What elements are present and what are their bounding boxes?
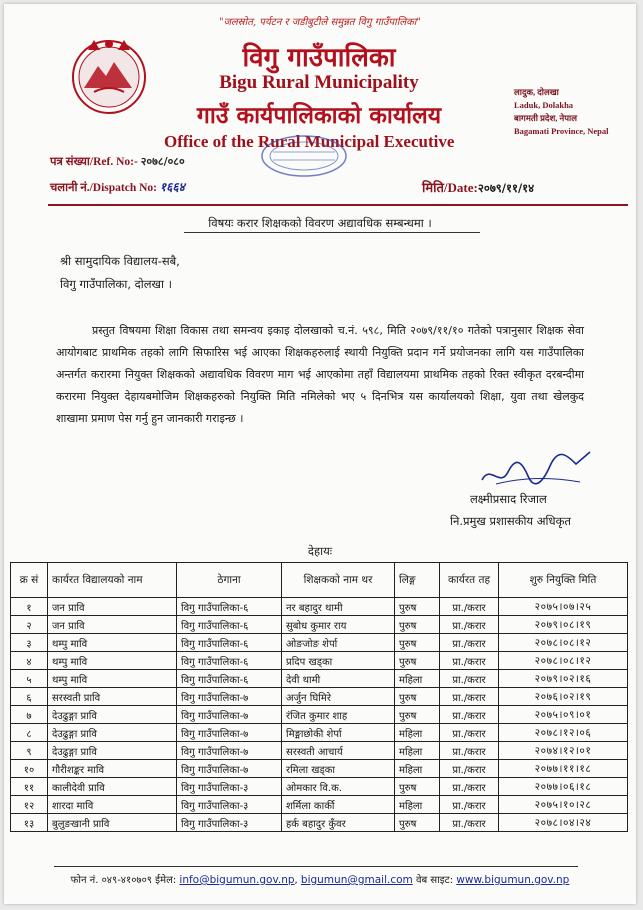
handwritten-signature-icon (476, 444, 596, 492)
date-label: मिति/Date: (422, 180, 478, 195)
appointment-date-cell: २०७८।०८।१२ (499, 652, 628, 670)
letter-date (422, 178, 534, 196)
footer-email-link[interactable]: bigumun@gmail.com (300, 874, 413, 886)
teacher-roster-table (10, 562, 628, 832)
table-row (11, 742, 628, 760)
school-cell: थम्पु मावि (48, 634, 177, 652)
teacher-name-cell: रमिला खड्का (282, 760, 395, 778)
slogan: "जलस्रोत, पर्यटन र जडीबुटीले समुन्नत विगु गाउँपालिका" (219, 17, 421, 28)
gender-cell: पुरुष (395, 598, 440, 616)
serial-cell: ६ (11, 688, 48, 706)
gender-cell: पुरुष (395, 814, 440, 832)
appointment-date-cell: २०७५।०७।२५ (499, 598, 628, 616)
school-cell: थम्पु मावि (48, 652, 177, 670)
col-appointment-date: शुरु नियुक्ति मिति (499, 563, 628, 598)
table-row (11, 814, 628, 832)
annex-label: देहायः (307, 544, 333, 558)
teacher-name-cell: सरस्वती आचार्य (282, 742, 395, 760)
appointment-date-cell: २०७४।१२।०१ (499, 742, 628, 760)
school-cell: थम्पु मावि (48, 670, 177, 688)
school-cell: कालीदेवी प्रावि (48, 778, 177, 796)
teacher-name-cell: शर्मिला कार्की (282, 796, 395, 814)
table-row (11, 688, 628, 706)
office-address (514, 86, 609, 138)
col-address: ठेगाना (177, 563, 282, 598)
school-cell: देउढुङ्गा प्रावि (48, 742, 177, 760)
teacher-name-cell: नर बहादुर थामी (282, 598, 395, 616)
nepal-government-emblem-icon (66, 32, 152, 118)
addressee (60, 250, 180, 296)
address-cell: विगु गाउँपालिका-६ (177, 616, 282, 634)
addressee-line: श्री सामुदायिक विद्यालय-सबै, (60, 254, 180, 268)
address-cell: विगु गाउँपालिका-७ (177, 760, 282, 778)
table-row (11, 760, 628, 778)
address-line: लादुक, दोलखा (514, 87, 559, 97)
teacher-name-cell: प्रदिप खड्का (282, 652, 395, 670)
gender-cell: पुरुष (395, 778, 440, 796)
gender-cell: महिला (395, 760, 440, 778)
table-row (11, 778, 628, 796)
appointment-date-cell: २०७९।०२।१६ (499, 670, 628, 688)
level-cell: प्रा./करार (440, 652, 499, 670)
teacher-name-cell: अर्जुन घिमिरे (282, 688, 395, 706)
office-round-stamp-icon (259, 134, 349, 178)
address-line: बागमती प्रदेश, नेपाल (514, 113, 577, 123)
dispatch-number (50, 178, 185, 195)
address-cell: विगु गाउँपालिका-७ (177, 742, 282, 760)
serial-cell: १ (11, 598, 48, 616)
subject-underline (184, 232, 480, 233)
school-cell: देउढुङ्गा प्रावि (48, 706, 177, 724)
serial-cell: ८ (11, 724, 48, 742)
signatory-name: लक्ष्मीप्रसाद रिजाल (470, 492, 547, 506)
letter-page (4, 4, 636, 904)
gender-cell: महिला (395, 742, 440, 760)
serial-cell: ४ (11, 652, 48, 670)
address-cell: विगु गाउँपालिका-३ (177, 814, 282, 832)
school-cell: बुलुङखानी प्रावि (48, 814, 177, 832)
serial-cell: ९ (11, 742, 48, 760)
serial-cell: २ (11, 616, 48, 634)
footer-email-link[interactable]: info@bigumun.gov.np (179, 874, 295, 886)
level-cell: प्रा./करार (440, 670, 499, 688)
addressee-line: विगु गाउँपालिका, दोलखा । (60, 277, 172, 291)
level-cell: प्रा./करार (440, 796, 499, 814)
ref-number (50, 154, 185, 169)
serial-cell: १० (11, 760, 48, 778)
gender-cell: महिला (395, 670, 440, 688)
col-level: कार्यरत तह (440, 563, 499, 598)
footer-separator: , (294, 875, 298, 886)
subject-line: विषयः करार शिक्षकको विवरण अद्यावधिक सम्बन्धमा । (208, 216, 432, 230)
col-teacher-name: शिक्षकको नाम थर (282, 563, 395, 598)
col-serial: क्र सं (11, 563, 48, 598)
school-cell: गौरीशङ्कर मावि (48, 760, 177, 778)
table-row (11, 724, 628, 742)
level-cell: प्रा./करार (440, 706, 499, 724)
appointment-date-cell: २०७८।०८।१२ (499, 634, 628, 652)
serial-cell: ११ (11, 778, 48, 796)
gender-cell: पुरुष (395, 652, 440, 670)
col-school: कार्यरत विद्यालयको नाम (48, 563, 177, 598)
appointment-date-cell: २०७७।०६।१८ (499, 778, 628, 796)
municipality-name-en: Bigu Rural Municipality (219, 72, 419, 93)
address-cell: विगु गाउँपालिका-७ (177, 706, 282, 724)
table-row (11, 796, 628, 814)
serial-cell: ५ (11, 670, 48, 688)
signatory-title: नि.प्रमुख प्रशासकीय अधिकृत (450, 514, 571, 528)
school-cell: देउढुङ्गा प्रावि (48, 724, 177, 742)
gender-cell: पुरुष (395, 634, 440, 652)
school-cell: जन प्रावि (48, 616, 177, 634)
appointment-date-cell: २०७८।१२।०६ (499, 724, 628, 742)
teacher-name-cell: हर्क बहादुर कुँवर (282, 814, 395, 832)
level-cell: प्रा./करार (440, 724, 499, 742)
table-row (11, 634, 628, 652)
address-cell: विगु गाउँपालिका-६ (177, 598, 282, 616)
footer-contact (4, 872, 636, 886)
table-body (11, 598, 628, 832)
teacher-name-cell: सुबोध कुमार राय (282, 616, 395, 634)
level-cell: प्रा./करार (440, 688, 499, 706)
address-cell: विगु गाउँपालिका-६ (177, 652, 282, 670)
footer-phone: फोन नं. ०४९-४१०७०९ ईमेल: (70, 875, 177, 886)
teacher-name-cell: देवी थामी (282, 670, 395, 688)
address-cell: विगु गाउँपालिका-७ (177, 688, 282, 706)
level-cell: प्रा./करार (440, 778, 499, 796)
footer-website-link[interactable]: www.bigumun.gov.np (456, 874, 570, 886)
level-cell: प्रा./करार (440, 634, 499, 652)
table-row (11, 616, 628, 634)
address-line: Bagamati Province, Nepal (514, 126, 609, 136)
footer-web-label: वेब साइट: (415, 875, 454, 886)
teacher-name-cell: ओमकार वि.क. (282, 778, 395, 796)
footer-divider (54, 866, 578, 867)
appointment-date-cell: २०७७।११।१८ (499, 760, 628, 778)
teacher-name-cell: ओङजोङ शेर्पा (282, 634, 395, 652)
level-cell: प्रा./करार (440, 616, 499, 634)
table-row (11, 670, 628, 688)
address-cell: विगु गाउँपालिका-६ (177, 634, 282, 652)
school-cell: शारदा मावि (48, 796, 177, 814)
appointment-date-cell: २०७९।०८।१९ (499, 616, 628, 634)
address-cell: विगु गाउँपालिका-३ (177, 796, 282, 814)
dispatch-label: चलानी नं./Dispatch No: (50, 182, 157, 194)
office-name-en: Office of the Rural Municipal Executive (164, 132, 455, 151)
level-cell: प्रा./करार (440, 598, 499, 616)
address-line: Laduk, Dolakha (514, 100, 574, 110)
school-cell: सरस्वती प्रावि (48, 688, 177, 706)
serial-cell: ३ (11, 634, 48, 652)
address-cell: विगु गाउँपालिका-६ (177, 670, 282, 688)
gender-cell: पुरुष (395, 616, 440, 634)
letter-body: प्रस्तुत विषयमा शिक्षा विकास तथा समन्वय इकाइ दोलखाको च.नं. ५९८, मिति २०७९/११/१० गतेको पत्रानुसार शिक्षक सेवा आयोगबाट प्राथमिक तहको लागि सिफारिस भई आएका शिक्षकहरुलाई स्थायी नियुक्ति प्रदान गर्ने प्रयोजनका लागि यस गाउँपालिका अन्तर्गत करारमा नियुक्त शिक्षकको अद्यावधिक विवरण माग भई आएकोमा तहाँ विद्यालयमा प्राथमिक तहको रिक्त स्वीकृत दरबन्दीमा करारमा नियुक्त देहायबमोजिम शिक्षकहरुको नियुक्ति मिति नमिलेको भए ५ दिनभित्र यस कार्यालयको शिक्षा, युवा तथा खेलकुद शाखामा प्रमाण पेस गर्नु हुन जानकारी गराइन्छ । (56, 324, 584, 425)
gender-cell: महिला (395, 724, 440, 742)
table-row (11, 598, 628, 616)
address-cell: विगु गाउँपालिका-७ (177, 724, 282, 742)
ref-label: पत्र संख्या/Ref. No:- (50, 156, 138, 168)
gender-cell: पुरुष (395, 706, 440, 724)
appointment-date-cell: २०७५।०९।०१ (499, 706, 628, 724)
gender-cell: पुरुष (395, 688, 440, 706)
school-cell: जन प्रावि (48, 598, 177, 616)
table-row (11, 652, 628, 670)
table-row (11, 706, 628, 724)
header-divider (48, 204, 628, 206)
serial-cell: १२ (11, 796, 48, 814)
level-cell: प्रा./करार (440, 760, 499, 778)
serial-cell: १३ (11, 814, 48, 832)
appointment-date-cell: २०७८।०४।२४ (499, 814, 628, 832)
teacher-name-cell: मिङ्माछोकी शेर्पा (282, 724, 395, 742)
gender-cell: महिला (395, 796, 440, 814)
ref-value: २०७८/०८० (140, 155, 185, 168)
level-cell: प्रा./करार (440, 814, 499, 832)
appointment-date-cell: २०७६।०२।१९ (499, 688, 628, 706)
col-gender: लिङ्ग (395, 563, 440, 598)
address-cell: विगु गाउँपालिका-३ (177, 778, 282, 796)
level-cell: प्रा./करार (440, 742, 499, 760)
table-header-row (11, 563, 628, 598)
office-name-np: गाउँ कार्यपालिकाको कार्यालय (196, 102, 442, 129)
serial-cell: ७ (11, 706, 48, 724)
teacher-name-cell: रंजित कुमार शाह (282, 706, 395, 724)
municipality-name-np: विगु गाउँपालिका (242, 43, 396, 73)
dispatch-value: १६६४ (159, 180, 185, 194)
appointment-date-cell: २०७५।१०।२८ (499, 796, 628, 814)
date-value: २०७९/११/१४ (477, 181, 535, 195)
